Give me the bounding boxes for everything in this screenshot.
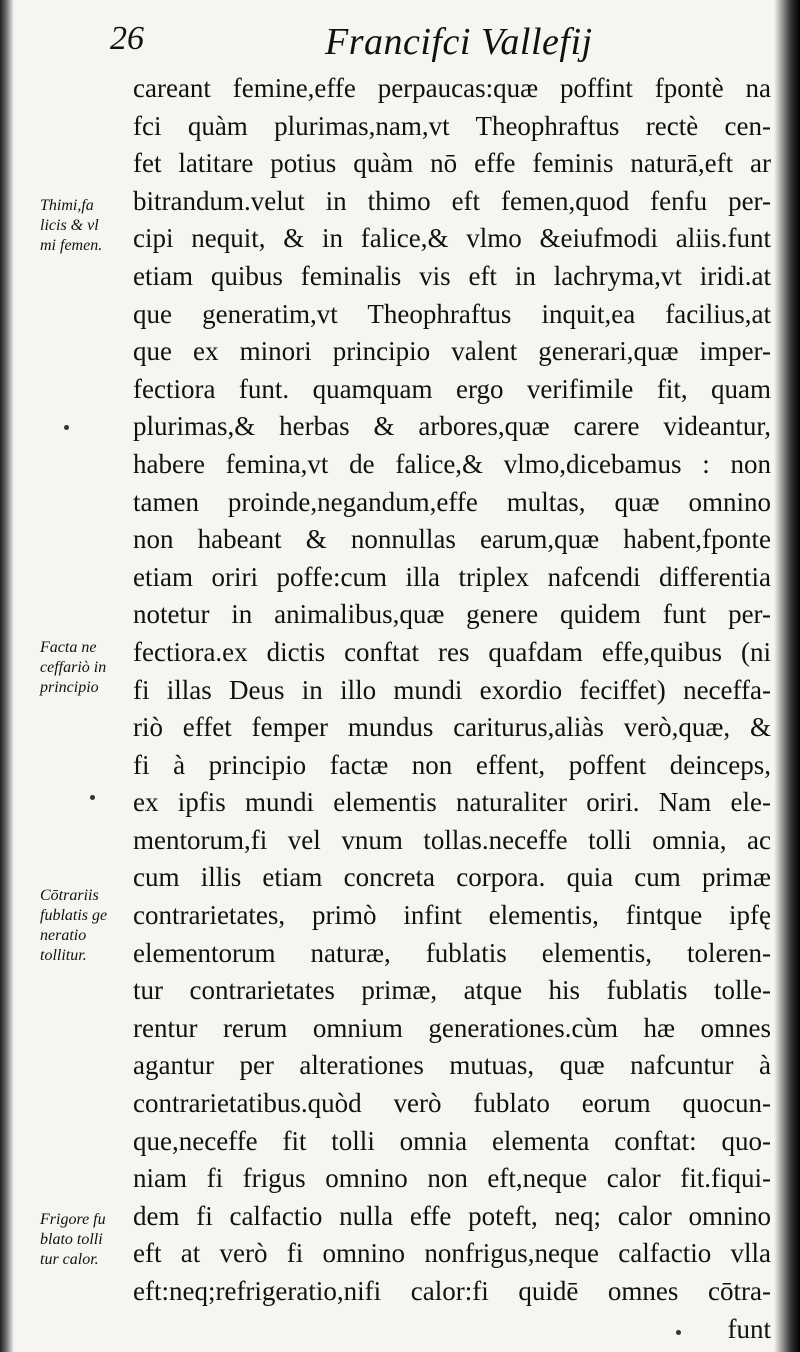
margin-note <box>40 1210 140 1270</box>
catchword: funt <box>727 1313 771 1344</box>
margin-note-line: Frigore fu <box>40 1211 106 1228</box>
text-line: eft:neq;refrigeratio,nifi calor:fi quidē omnes cōtra- <box>133 1276 771 1306</box>
text-line: fi à principio factæ non effent, poffent deinceps, <box>133 749 771 780</box>
text-line: fectiora funt. quamquam ergo verifimile fit, quam <box>133 373 771 404</box>
text-line: fi illas Deus in illo mundi exordio feciffet) neceffa- <box>133 674 771 705</box>
text-line: fet latitare potius quàm nō effe feminis naturā,eft ar <box>133 148 771 179</box>
text-line: eft at verò fi omnino nonfrigus,neque calfactio vlla <box>133 1238 771 1269</box>
margin-note-line: Thimi,fa <box>40 197 94 214</box>
text-line: riò effet femper mundus cariturus,aliàs verò,quæ, & <box>133 712 771 743</box>
margin-note-line: tur calor. <box>40 1251 99 1268</box>
text-line: dem fi calfactio nulla effe poteft, neq; calor omnino <box>133 1200 771 1231</box>
text-line: contrarietatibus.quòd verò fublato eorum quocun- <box>133 1088 771 1119</box>
margin-note-line: tollitur. <box>40 947 87 964</box>
ink-speck <box>64 425 69 430</box>
text-line: niam fi frigus omnino non eft,neque calor fit.fiqui- <box>133 1163 771 1194</box>
text-line: non habeant & nonnullas earum,quæ habent,fponte <box>133 524 771 555</box>
margin-note-line: blato tolli <box>40 1231 103 1248</box>
margin-note-line: principio <box>40 679 99 696</box>
running-head: Francifci Vallefij <box>325 21 593 63</box>
ink-speck <box>676 1330 681 1335</box>
text-line: habere femina,vt de falice,& vlmo,dicebamus : non <box>133 448 771 479</box>
margin-note-line: ceffariò in <box>40 659 107 676</box>
text-line: etiam quibus feminalis vis eft in lachryma,vt iridi.at <box>133 260 771 291</box>
text-line: fci quàm plurimas,nam,vt Theophraftus rectè cen- <box>133 110 771 141</box>
margin-note-line: licis & vl <box>40 217 99 234</box>
body-text <box>133 70 771 1348</box>
text-line: elementorum naturæ, fublatis elementis, toleren- <box>133 937 771 968</box>
margin-note <box>40 886 140 966</box>
margin-note <box>40 196 140 256</box>
text-line: tamen proinde,negandum,effe multas, quæ omnino <box>133 486 771 517</box>
text-line: etiam oriri poffe:cum illa triplex nafcendi differentia <box>133 561 771 592</box>
text-line: tur contrarietates primæ, atque his fublatis tolle- <box>133 975 771 1006</box>
margin-note-line: fublatis ge <box>40 907 108 924</box>
text-line: que ex minori principio valent generari,quæ imper- <box>133 336 771 367</box>
text-line: notetur in animalibus,quæ genere quidem funt per- <box>133 599 771 630</box>
margin-note-line: Facta ne <box>40 639 97 656</box>
text-line: bitrandum.velut in thimo eft femen,quod fenfu per- <box>133 185 771 216</box>
margin-note <box>40 638 140 698</box>
text-line: contrarietates, primò infint elementis, fintque ipfę <box>133 900 771 931</box>
text-line: ex ipfis mundi elementis naturaliter oriri. Nam ele- <box>133 787 771 818</box>
text-line: plurimas,& herbas & arbores,quæ carere videantur, <box>133 411 771 442</box>
text-line: que,neceffe fit tolli omnia elementa conftat: quo- <box>133 1125 771 1156</box>
text-line: que generatim,vt Theophraftus inquit,ea facilius,at <box>133 298 771 329</box>
text-line: cipi nequit, & in falice,& vlmo &eiufmodi aliis.funt <box>133 223 771 254</box>
margin-note-line: mi femen. <box>40 237 103 254</box>
margin-notes <box>0 0 140 1352</box>
text-line: rentur rerum omnium generationes.cùm hæ omnes <box>133 1012 771 1043</box>
margin-note-line: neratio <box>40 927 87 944</box>
text-line: cum illis etiam concreta corpora. quia cum primæ <box>133 862 771 893</box>
text-line: agantur per alterationes mutuas, quæ nafcuntur à <box>133 1050 771 1081</box>
text-line: careant femine,effe perpaucas:quæ poffint fpontè na <box>133 73 771 103</box>
ink-speck <box>90 795 95 800</box>
margin-note-line: Cōtrariis <box>40 887 99 904</box>
page-number: 26 <box>110 20 144 57</box>
page-edge-shadow <box>774 0 800 1352</box>
text-line: fectiora.ex dictis conftat res quafdam effe,quibus (ni <box>133 636 771 667</box>
page-header <box>110 14 710 74</box>
text-line: mentorum,fi vel vnum tollas.neceffe tolli omnia, ac <box>133 824 771 855</box>
